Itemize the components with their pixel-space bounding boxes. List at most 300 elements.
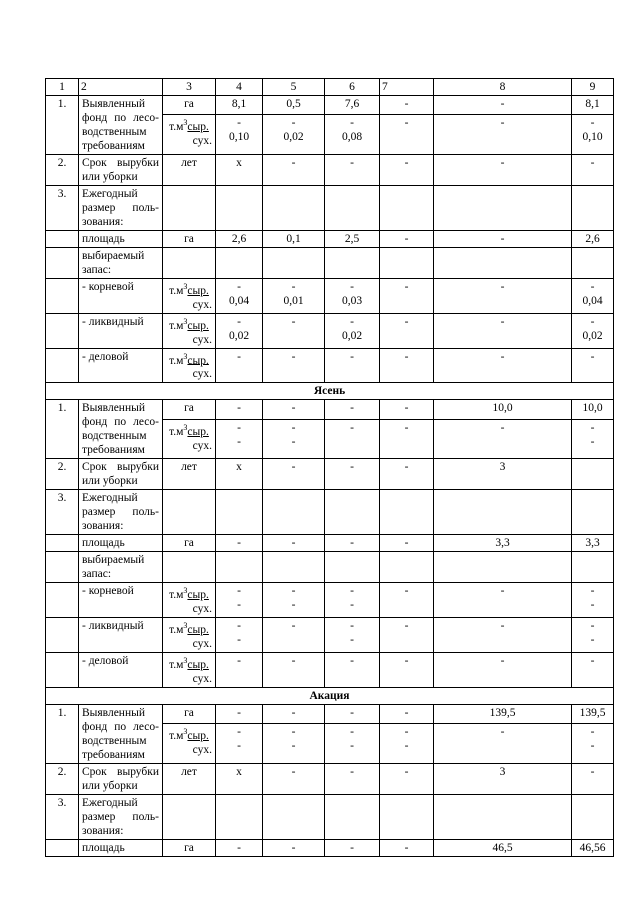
value-line: - — [500, 281, 505, 293]
value-line: - — [590, 599, 595, 612]
value-line: 0,04 — [228, 295, 250, 307]
value-line: - — [590, 117, 595, 130]
value-cell: - — [380, 763, 434, 794]
value-cell: - — [380, 839, 434, 856]
unit-line: $т.м^3сыр$. — [169, 316, 209, 332]
data-row — [46, 313, 614, 348]
value-line: - — [237, 655, 241, 668]
row-num: 3. — [46, 794, 79, 839]
value-line: - — [404, 350, 409, 363]
value-line — [437, 294, 568, 308]
value-line: - — [237, 281, 241, 293]
row-num: 2. — [46, 459, 79, 490]
unit-sup: 3 — [183, 282, 188, 291]
value-cell: - — [380, 704, 434, 723]
value-line: - — [500, 117, 505, 130]
value-line: - — [237, 435, 241, 448]
value-line: 0,10 — [582, 131, 603, 144]
value-line — [328, 435, 376, 449]
value-cell: - — [325, 839, 380, 856]
unit-cell — [163, 583, 216, 618]
unit-cell — [163, 115, 216, 155]
row-num: 3. — [46, 490, 79, 535]
unit-cell — [163, 279, 216, 314]
value-line: - — [291, 726, 296, 739]
value-line: - — [500, 726, 505, 739]
row-num — [46, 535, 79, 552]
value-cell: - — [380, 400, 434, 419]
value-line: - — [404, 315, 409, 328]
unit-sup: 3 — [183, 727, 188, 737]
row-num — [46, 839, 79, 856]
value-cell — [325, 279, 380, 314]
value-cell — [325, 724, 380, 764]
row-label: Выявленный фонд по лесо-водственным требованиям — [79, 96, 163, 155]
value-cell: - — [263, 763, 325, 794]
value-line: - — [590, 315, 595, 328]
value-cell — [572, 794, 614, 839]
unit-sup: 3 — [183, 422, 188, 432]
value-line — [437, 633, 568, 647]
value-cell — [380, 490, 434, 535]
value-line: - — [590, 281, 595, 293]
value-line — [266, 329, 321, 343]
unit-cell: га — [163, 839, 216, 856]
value-line: - — [404, 281, 409, 293]
value-cell — [216, 186, 263, 231]
value-cell — [434, 724, 572, 764]
value-line: - — [590, 740, 595, 753]
unit-line: сух. — [192, 298, 212, 311]
value-cell — [380, 115, 434, 155]
value-cell — [572, 459, 614, 490]
value-line — [575, 364, 610, 378]
data-row — [46, 279, 614, 314]
row-label: Срок вырубки или уборки — [79, 155, 163, 186]
value-cell — [216, 653, 263, 688]
value-line — [437, 130, 568, 144]
value-cell: - — [434, 96, 572, 115]
unit-sup: 3 — [183, 118, 188, 128]
value-cell — [434, 248, 572, 279]
unit-line: $т.м^3сыр$. — [169, 586, 209, 602]
value-cell — [163, 248, 216, 279]
value-cell — [263, 618, 325, 653]
unit-cell — [163, 618, 216, 653]
data-row — [46, 535, 614, 552]
value-cell — [380, 653, 434, 688]
value-line: - — [500, 620, 505, 633]
header-cell: 1 — [46, 79, 79, 96]
value-cell: 46,56 — [572, 839, 614, 856]
data-row — [46, 583, 614, 618]
value-line: - — [404, 585, 409, 598]
value-line: - — [291, 740, 296, 753]
unit-line: $т.м^3сыр$. — [169, 727, 209, 743]
row-label: Ежегодный размер поль-зования: — [79, 186, 163, 231]
row-num — [46, 653, 79, 688]
row-label: площадь — [79, 839, 163, 856]
value-line: 0,04 — [582, 295, 603, 307]
value-cell — [216, 115, 263, 155]
data-row — [46, 186, 614, 231]
row-num: 1. — [46, 704, 79, 763]
value-line: - — [237, 421, 241, 434]
value-line: - — [500, 421, 505, 434]
unit-sub: сыр. — [187, 354, 209, 367]
value-line — [219, 364, 259, 378]
value-cell: - — [216, 704, 263, 723]
value-cell — [572, 186, 614, 231]
value-line: - — [350, 634, 354, 647]
value-line: - — [291, 435, 296, 448]
unit-line: $т.м^3сыр$. — [169, 621, 209, 637]
value-line — [383, 435, 430, 449]
row-label: Ежегодный размер поль-зования: — [79, 490, 163, 535]
value-cell — [572, 248, 614, 279]
value-line: - — [350, 350, 354, 363]
value-line: - — [291, 350, 296, 363]
value-line: - — [291, 315, 296, 328]
value-cell: - — [380, 459, 434, 490]
value-cell — [434, 490, 572, 535]
data-table — [45, 78, 614, 857]
value-cell — [325, 653, 380, 688]
value-cell — [572, 313, 614, 348]
row-num: 2. — [46, 155, 79, 186]
value-cell: 0,5 — [263, 96, 325, 115]
value-line — [437, 668, 568, 682]
value-cell: - — [325, 155, 380, 186]
value-cell: 2,6 — [216, 231, 263, 248]
value-cell — [263, 490, 325, 535]
data-row — [46, 490, 614, 535]
row-label: - корневой — [79, 279, 163, 314]
value-line: - — [291, 620, 296, 633]
unit-cell — [163, 419, 216, 459]
unit-sup: 3 — [183, 621, 188, 631]
unit-sup: 3 — [183, 586, 188, 596]
value-line: - — [350, 655, 354, 668]
value-line: - — [237, 315, 241, 328]
value-line: - — [237, 634, 241, 647]
row-label: - ликвидный — [79, 313, 163, 348]
value-cell — [380, 348, 434, 383]
unit-sub: сыр. — [187, 624, 209, 637]
value-line: 0,03 — [341, 295, 363, 307]
value-line — [383, 633, 430, 647]
row-label: Срок вырубки или уборки — [79, 459, 163, 490]
value-cell — [325, 552, 380, 583]
unit-cell — [163, 348, 216, 383]
value-cell: 3 — [434, 763, 572, 794]
value-line: - — [404, 740, 409, 753]
value-cell: - — [263, 459, 325, 490]
section-row — [46, 383, 614, 400]
value-line: - — [590, 634, 595, 647]
value-cell: 10,0 — [434, 400, 572, 419]
value-cell — [434, 279, 572, 314]
unit-sub: сыр. — [187, 284, 209, 297]
value-line — [266, 668, 321, 682]
value-line: - — [590, 585, 595, 598]
value-cell: - — [216, 839, 263, 856]
unit-sub: сыр. — [187, 658, 209, 671]
value-line: - — [590, 620, 595, 633]
row-num — [46, 248, 79, 279]
unit-sup: 3 — [183, 656, 188, 666]
unit-line: сух. — [192, 638, 212, 651]
unit-cell: га — [163, 400, 216, 419]
value-cell — [325, 618, 380, 653]
value-cell — [380, 279, 434, 314]
value-cell: - — [263, 400, 325, 419]
value-line: - — [237, 585, 241, 598]
value-cell: - — [380, 96, 434, 115]
value-line: - — [350, 585, 354, 598]
value-line: - — [350, 421, 354, 434]
unit-cell: га — [163, 96, 216, 115]
value-cell: 7,6 — [325, 96, 380, 115]
unit-sup: 3 — [183, 351, 188, 361]
value-cell: - — [434, 231, 572, 248]
data-row — [46, 231, 614, 248]
value-cell — [572, 115, 614, 155]
value-cell — [263, 348, 325, 383]
value-cell — [325, 115, 380, 155]
row-label: - деловой — [79, 653, 163, 688]
value-cell: 10,0 — [572, 400, 614, 419]
data-row — [46, 459, 614, 490]
value-line: 0,02 — [228, 329, 250, 342]
value-cell: - — [325, 763, 380, 794]
value-line: - — [404, 655, 409, 668]
value-cell — [163, 186, 216, 231]
value-cell: х — [216, 763, 263, 794]
value-cell — [216, 419, 263, 459]
value-line — [437, 435, 568, 449]
value-line — [328, 668, 376, 682]
value-cell: 8,1 — [572, 96, 614, 115]
value-cell — [434, 552, 572, 583]
row-label: Выявленный фонд по лесо-водственным требованиям — [79, 400, 163, 459]
row-label: площадь — [79, 535, 163, 552]
data-row — [46, 794, 614, 839]
value-line: - — [350, 599, 354, 612]
value-line: 0,01 — [283, 295, 304, 307]
row-num: 3. — [46, 186, 79, 231]
value-line — [383, 294, 430, 308]
value-line: - — [590, 350, 595, 363]
row-label: Выявленный фонд по лесо-водственным требованиям — [79, 704, 163, 763]
value-cell — [572, 419, 614, 459]
value-cell — [216, 552, 263, 583]
unit-line: сух. — [192, 672, 212, 685]
value-cell: х — [216, 155, 263, 186]
data-row — [46, 96, 614, 115]
value-line: - — [590, 726, 595, 739]
value-line: - — [237, 599, 241, 612]
value-cell — [572, 348, 614, 383]
row-num — [46, 552, 79, 583]
value-cell — [263, 552, 325, 583]
value-cell: 0,1 — [263, 231, 325, 248]
row-label: - корневой — [79, 583, 163, 618]
unit-sub: сыр. — [187, 121, 209, 134]
value-cell — [434, 313, 572, 348]
value-cell — [380, 724, 434, 764]
header-cell: 3 — [163, 79, 216, 96]
value-cell: - — [263, 704, 325, 723]
value-cell — [380, 583, 434, 618]
value-cell — [434, 618, 572, 653]
data-row — [46, 704, 614, 723]
value-line — [437, 598, 568, 612]
value-cell: 2,6 — [572, 231, 614, 248]
row-num — [46, 348, 79, 383]
value-cell — [216, 794, 263, 839]
value-cell: - — [325, 459, 380, 490]
section-title: Акация — [46, 687, 614, 704]
unit-cell — [163, 653, 216, 688]
data-row — [46, 248, 614, 279]
value-line — [575, 668, 610, 682]
value-cell — [263, 248, 325, 279]
value-line: - — [291, 585, 296, 598]
forest-usage-table — [45, 78, 613, 857]
value-line: - — [291, 421, 296, 434]
value-cell — [434, 653, 572, 688]
value-cell: - — [216, 400, 263, 419]
value-cell — [216, 279, 263, 314]
value-line: - — [590, 655, 595, 668]
value-cell — [434, 186, 572, 231]
value-line: - — [500, 315, 505, 328]
value-cell: - — [325, 535, 380, 552]
value-cell — [572, 583, 614, 618]
value-cell — [325, 248, 380, 279]
value-line: 0,10 — [228, 131, 250, 144]
value-line — [383, 364, 430, 378]
value-cell — [380, 794, 434, 839]
value-line — [219, 668, 259, 682]
value-line: - — [500, 585, 505, 598]
value-cell — [572, 724, 614, 764]
value-cell: 139,5 — [434, 704, 572, 723]
value-cell — [163, 794, 216, 839]
value-cell — [325, 490, 380, 535]
value-line: - — [350, 315, 354, 328]
value-cell — [572, 618, 614, 653]
unit-cell — [163, 724, 216, 764]
value-line: 0,08 — [341, 131, 363, 144]
header-row — [46, 79, 614, 96]
value-cell — [163, 490, 216, 535]
section-row — [46, 687, 614, 704]
value-cell — [572, 279, 614, 314]
value-line: - — [404, 620, 409, 633]
value-cell: - — [216, 535, 263, 552]
value-cell — [380, 186, 434, 231]
value-cell — [434, 419, 572, 459]
value-cell — [263, 653, 325, 688]
value-cell: 8,1 — [216, 96, 263, 115]
value-cell — [380, 313, 434, 348]
value-cell — [263, 279, 325, 314]
value-cell — [434, 348, 572, 383]
unit-line: сух. — [192, 439, 212, 452]
row-num — [46, 313, 79, 348]
unit-cell: га — [163, 231, 216, 248]
row-num — [46, 279, 79, 314]
unit-line: сух. — [192, 744, 212, 757]
row-label: выбираемый запас: — [79, 248, 163, 279]
value-line: - — [500, 655, 505, 668]
value-cell — [434, 583, 572, 618]
value-line: - — [291, 655, 296, 668]
value-cell: 2,5 — [325, 231, 380, 248]
data-row — [46, 763, 614, 794]
row-label: выбираемый запас: — [79, 552, 163, 583]
value-cell — [380, 419, 434, 459]
unit-line: $т.м^3сыр$. — [169, 118, 209, 134]
value-cell — [380, 618, 434, 653]
value-cell — [216, 313, 263, 348]
value-cell: - — [380, 231, 434, 248]
value-cell — [263, 419, 325, 459]
value-cell — [325, 186, 380, 231]
value-line — [328, 364, 376, 378]
value-cell — [263, 313, 325, 348]
row-num — [46, 583, 79, 618]
value-line — [266, 633, 321, 647]
unit-sup: 3 — [183, 316, 188, 326]
value-line: - — [237, 726, 241, 739]
value-cell: - — [434, 155, 572, 186]
value-cell — [263, 724, 325, 764]
header-cell: 7 — [380, 79, 434, 96]
value-cell — [216, 348, 263, 383]
unit-sub: сыр. — [187, 589, 209, 602]
value-line: - — [291, 117, 296, 130]
row-num — [46, 618, 79, 653]
unit-cell: га — [163, 535, 216, 552]
value-line: - — [590, 421, 595, 434]
row-num: 2. — [46, 763, 79, 794]
value-line: - — [500, 350, 505, 363]
value-cell: - — [380, 155, 434, 186]
header-cell: 9 — [572, 79, 614, 96]
value-cell — [572, 653, 614, 688]
data-row — [46, 618, 614, 653]
value-cell: 46,5 — [434, 839, 572, 856]
value-line: 0,02 — [283, 131, 304, 144]
value-cell — [380, 248, 434, 279]
unit-cell: лет — [163, 763, 216, 794]
row-label: площадь — [79, 231, 163, 248]
value-cell: - — [572, 763, 614, 794]
value-line: - — [291, 281, 296, 293]
unit-line: $т.м^3сыр$. — [169, 282, 209, 297]
unit-cell: га — [163, 704, 216, 723]
value-cell: 3,3 — [434, 535, 572, 552]
value-line — [437, 364, 568, 378]
data-row — [46, 155, 614, 186]
value-cell: 3 — [434, 459, 572, 490]
data-row — [46, 653, 614, 688]
value-cell — [216, 490, 263, 535]
value-cell: х — [216, 459, 263, 490]
